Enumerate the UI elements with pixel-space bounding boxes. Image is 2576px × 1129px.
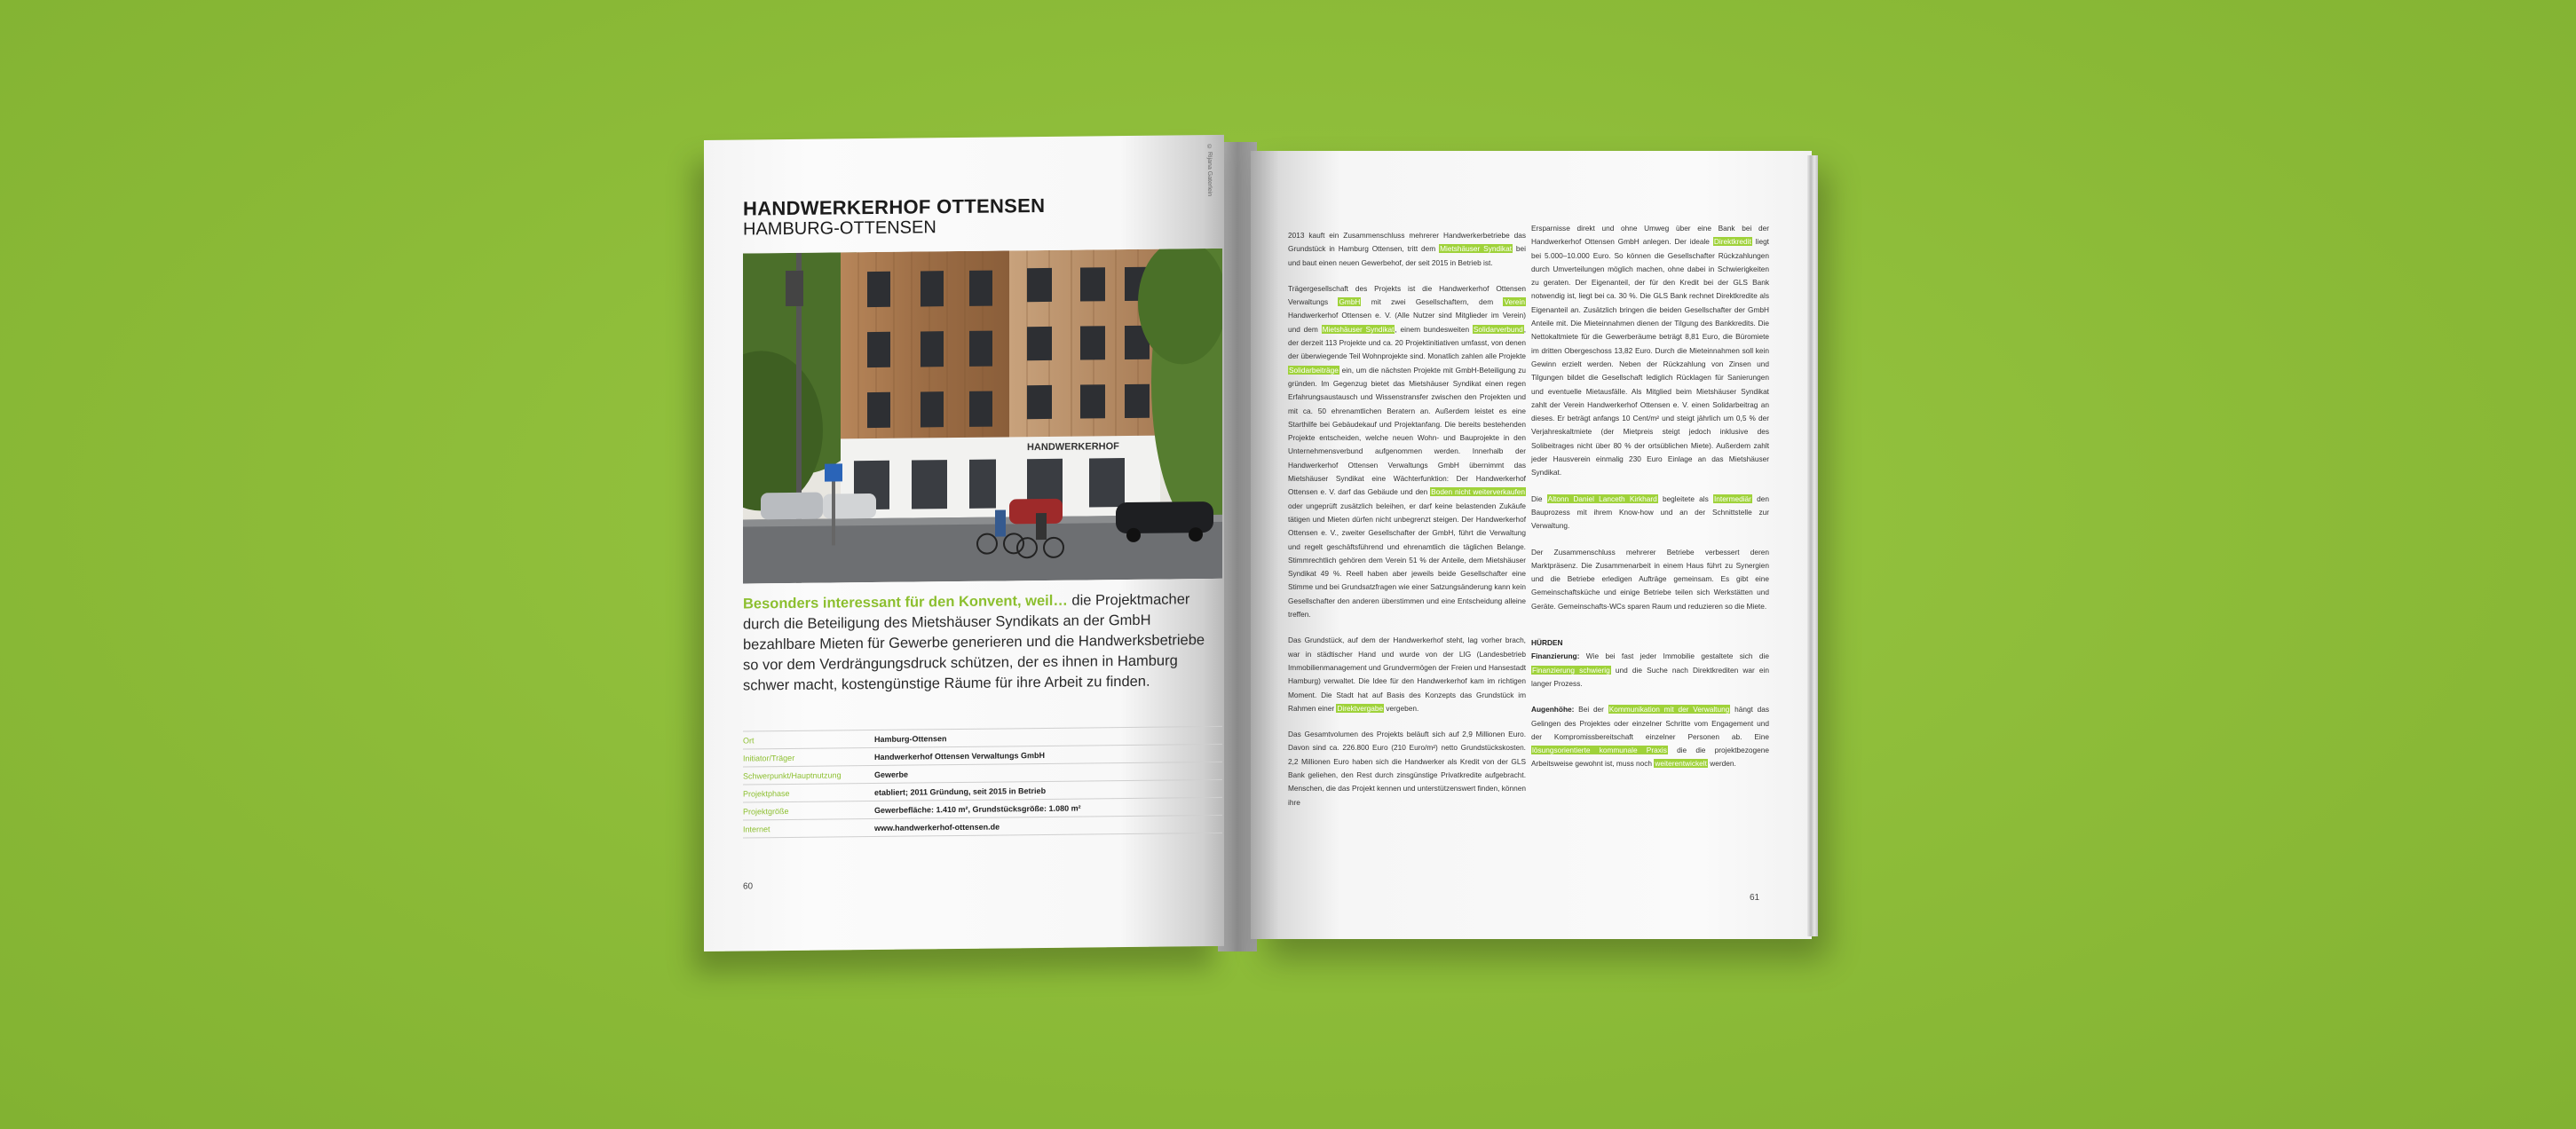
text: Wie bei fast jeder Immobilie gestaltete sich die [1579,651,1769,661]
paragraph [1288,229,1526,270]
fact-value: www.handwerkerhof-ottensen.de [874,822,1000,833]
building-photo [743,249,1222,584]
text: ein, um die nächsten Projekte mit GmbH-Beteiligung zu gründen. Im Gegenzug bietet das Mietshäuser Syndikat einen regen Erfahrungsaustausch und Wissenstransfer zwischen den Projekten und mit ca. 50 ehrenamtlichen Beratern an. Außerdem leistet es eine Starthilfe bei Gebäudekauf und Projektanfang. Die bereits bestehenden Projekte entscheiden, welche neuen Wohn- und Bauprojekte in den Unternehmensverbund aufgenommen werden. Innerhalb der Handwerkerhof Ottensen Verwaltungs GmbH übernimmt das Mietshäuser Syndikat eine Wächterfunktion: Der Handwerkerhof Ottensen e. V. darf das Gebäude und den [1288,365,1526,497]
building-illustration [743,249,1222,584]
fact-key: Schwerpunkt/Hauptnutzung [743,770,842,781]
text: Bei der [1574,705,1608,715]
building-sign: HANDWERKERHOF [1027,441,1119,454]
hurdles-heading [1531,636,1769,650]
highlight: Mietshäuser Syndikat [1440,244,1512,254]
fact-value: Handwerkerhof Ottensen Verwaltungs GmbH [874,750,1046,762]
highlight: Intermediär [1713,493,1751,503]
text: mit zwei Gesellschaftern, dem [1361,297,1504,307]
text: hängt das Gelingen des Projektes oder einzelner Schritte vom Engagement und der Kompromissbereitschaft einzelner Personen ab. Eine [1531,705,1770,741]
intro-paragraph [743,589,1222,697]
text: Ersparnisse direkt und ohne Umweg über eine Bank bei der Handwerkerhof Ottensen GmbH anlegen. Der ideale [1531,224,1769,247]
highlight: Direktkredit [1713,237,1751,247]
text: Die [1531,493,1547,503]
highlight: Kommunikation mit der Verwaltung [1608,705,1730,715]
page-title: HANDWERKERHOF OTTENSEN [743,193,1046,220]
fact-value: Gewerbefläche: 1.410 m², Grundstücksgröße: 1.080 m² [874,803,1081,815]
highlight: Boden nicht weiterverkaufen [1431,487,1526,497]
text: Das Grundstück, auf dem der Handwerkerhof steht, lag vorher brach, war in städtischer Hand und wurde von der LIG (Landesbetrieb Immobilienmanagement und Grundvermögen der Freien und Hansestadt Hamburg) verwaltet. Die Idee für den Handwerkerhof kam im richtigen Moment. Die Stadt hat auf Basis des Konzepts das Grundstück im Rahmen einer [1288,636,1526,713]
fact-key: Initiator/Träger [743,753,795,763]
text: begleitete als [1657,493,1713,503]
facts-row [743,815,1222,839]
paragraph [1531,493,1769,533]
text: , der derzeit 113 Projekte und ca. 20 Projektinitiativen umfasst, von denen der überwiegende Teil Wohnprojekte sind. Monatlich zahlen alle Projekte [1288,324,1526,361]
text: liegt bei 5.000–10.000 Euro. So können die Gesellschafter Rückzahlungen durch Umverteilungen möglich machen, ohne dabei in Schwierigkeiten zu geraten. Der Eigenanteil, der für den Kredit bei der GLS Bank notwendig ist, liegt bei ca. 30 %. Die GLS Bank rechnet Direktkredite als Eigenanteil an. Zusätzlich bringen die beiden Gesellschafter der GmbH Anteile mit. Die Mieteinnahmen dienen der Tilgung des Bankkredits. Die Nettokaltmiete für die Gewerberäume beträgt 8,81 Euro, die Büromiete im dritten Obergeschoss 13,82 Euro. Durch die Mieteinnahmen soll kein Gewinn erzielt werden. Neben der Rückzahlung von Zinsen und Tilgungen bildet die Gesellschaft lediglich Rücklagen für Sanierungen und eventuelle Mietausfälle. Als Mitglied beim Mietshäuser Syndikat zahlt der Verein Handwerkerhof Ottensen e. V. einen Solidarbeitrag an dieses. Er beträgt anfangs 10 Cent/m² und steigt jährlich um 0,5 % der Verjahreskaltmiete (der Mietpreis steigt jedoch inklusive des Solibeitrages nicht über 80 % der ortsüblichen Miete). Außerdem zahlt jeder Hausverein einmalig 230 Euro Einlage an das Mietshäuser Syndikat. [1531,237,1769,478]
paragraph [1288,282,1526,621]
text: Handwerkerhof Ottensen e. V. (Alle Nutzer sind Mitglieder im Verein) und dem [1288,311,1526,334]
page-stack-edge [1807,155,1818,936]
paragraph [1531,546,1769,613]
intro-text: die Projektmacher durch die Beteiligung des Mietshäuser Syndikats an der GmbH bezahlbare Mieten für Gewerbe generieren und die Handwerksbetriebe so vor dem Verdrängungsdruck schützen, der es ihnen in Hamburg schwer macht, kostengünstige Räume für ihre Arbeit zu finden. [743,591,1205,694]
fact-value: etabliert; 2011 Gründung, seit 2015 in Betrieb [874,786,1047,797]
highlight: Mietshäuser Syndikat [1322,324,1395,334]
right-page [1251,151,1812,939]
intro-lead: Besonders interessant für den Konvent, weil… [743,592,1068,612]
fact-key: Internet [743,824,770,834]
text: , einem bundesweiten [1395,324,1473,334]
text: Der Zusammenschluss mehrerer Betriebe verbessert deren Marktpräsenz. Die Zusammenarbeit in einem Haus führt zu Synergien und die Betriebe erledigen Aufträge gemeinsam. Es gibt eine Gemeinschaftsküche und einige Betriebe teilen sich Werkstätten und Geräte. Gemeinschafts-WCs sparen Raum und reduzieren so die Miete. [1531,547,1769,611]
page-subtitle: HAMBURG-OTTENSEN [743,217,936,240]
highlight: Solidarverbund [1473,324,1523,334]
highlight: GmbH [1339,297,1361,307]
fact-value: Gewerbe [874,770,909,779]
paragraph [1531,703,1769,770]
paragraph [1288,728,1526,809]
page-number-right: 61 [1750,893,1760,903]
fact-key: Ort [743,735,755,746]
highlight: lösungsorientierte kommunale Praxis [1532,746,1667,755]
fact-value: Hamburg-Ottensen [874,733,947,744]
page-number-left: 60 [743,881,754,892]
text: bei und baut einen neuen Gewerbehof, der seit 2015 in Betrieb ist. [1288,244,1526,267]
text: den Bauprozess mit ihrem Know-how und an der Schnittstelle zur Verwaltung. [1531,493,1769,531]
highlight: Solidarbeiträge [1289,365,1339,375]
text: Das Gesamtvolumen des Projekts beläuft sich auf 2,9 Millionen Euro. Davon sind ca. 226.800 Euro (210 Euro/m²) netto Grundstückskosten. 2,2 Millionen Euro haben sich die Handwerker als Kredit von der GLS Bank geliehen, den Rest durch zinsgünstige Privatkredite aufgebracht. Menschen, die das Projekt kennen und unterstützenswert finden, können ihre [1288,730,1526,807]
paragraph [1531,650,1769,691]
text: Trägergesellschaft des Projekts ist die Handwerkerhof Ottensen Verwaltungs [1288,283,1526,307]
text: oder ungeprüft zusätzlich beleihen, er darf keine belastenden Zukäufe tätigen und Mieten dürfen nicht unbegrenzt steigen. Der Handwerkerhof Ottensen e. V., zweiter Gesellschafter der GmbH, führt die Verwaltung und regelt geschäftsführend und ehrenamtlich die täglichen Belange. Stimmrechtlich gehören dem Verein 51 % der Anteile, dem Mietshäuser Syndikat 49 %. Reell haben aber jeweils beide Gesellschafter eine Stimme und bei Grundsatzfragen wie einer Satzungsänderung kann kein Gesellschafter den anderen überstimmen und eine Entscheidung alleine treffen. [1288,501,1526,620]
text: und die Suche nach Direktkrediten war ein langer Prozess. [1531,665,1769,688]
text: HÜRDEN [1531,638,1563,648]
highlight: Finanzierung schwierig [1532,665,1610,675]
text-column-1 [1288,229,1526,822]
text-column-2 [1531,222,1769,784]
highlight: weiterentwickelt [1655,759,1707,769]
text: 2013 kauft ein Zusammenschluss mehrerer Handwerkerbetriebe das Grundstück in Hamburg Ottensen, tritt dem [1288,231,1526,254]
highlight: Altonn Daniel Lanceth Kirkhard [1547,493,1657,503]
highlight: Verein [1504,297,1525,307]
text: die die projektbezogene Arbeitsweise gewohnt ist, muss noch [1531,746,1769,769]
text: Finanzierung: [1531,651,1580,661]
fact-key: Projektgröße [743,806,789,817]
facts-table [743,726,1222,839]
text: vergeben. [1384,703,1419,713]
highlight: Direktvergabe [1337,703,1384,713]
photo-credit: © Rijana Gaterlein [1206,143,1213,197]
paragraph [1288,634,1526,715]
paragraph [1531,222,1769,480]
left-page [704,135,1224,951]
text: Augenhöhe: [1531,705,1575,715]
fact-key: Projektphase [743,788,790,799]
text: werden. [1707,759,1736,769]
